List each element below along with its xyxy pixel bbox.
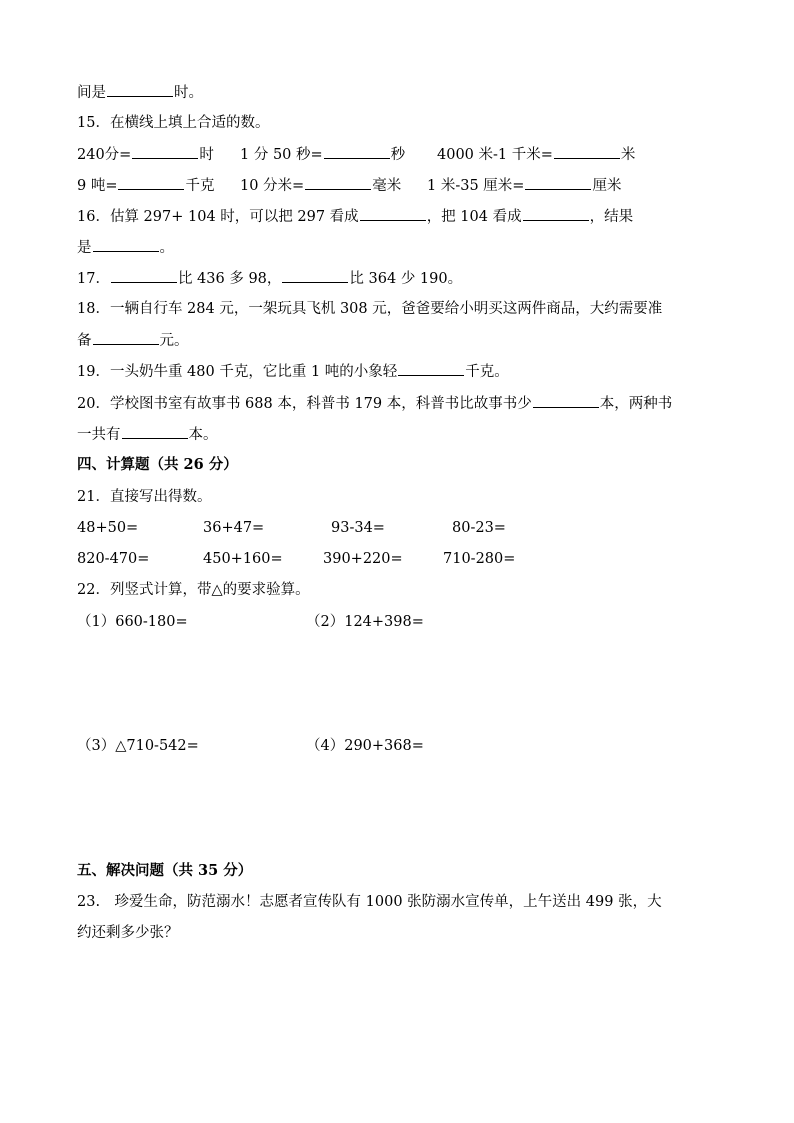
q22-title: 22．列竖式计算，带△的要求验算。	[77, 582, 310, 598]
q15-r2-item2-blank[interactable]	[305, 175, 371, 190]
q15-r2-item1-pre: 9 吨=	[77, 178, 118, 194]
q21-r2-c3: 390+220=	[323, 551, 403, 567]
q15-r2-item2-pre: 10 分米=	[240, 178, 305, 194]
q17-blank1[interactable]	[111, 268, 177, 283]
q15-r2-item2	[240, 175, 401, 196]
q14-tail-line	[77, 82, 203, 103]
q16-l1-c: ，结果	[589, 209, 634, 225]
q15-r2-item3-post: 厘米	[592, 178, 622, 194]
q21-r2-c2: 450+160=	[203, 551, 283, 567]
q15-r1-item1	[77, 144, 214, 165]
q15-r2-item3-blank[interactable]	[525, 175, 591, 190]
q16-l1-b: ，把 104 看成	[426, 209, 522, 225]
q15-r1-item1-pre: 240分=	[77, 147, 132, 163]
q16-l2-a: 是	[77, 240, 92, 256]
q22-item4: （4）290+368=	[306, 738, 424, 754]
q20-l2-b: 本。	[188, 427, 218, 443]
q16-l1-a: 16．估算 297+ 104 时，可以把 297 看成	[77, 209, 359, 225]
q22-item1: （1）660-180=	[77, 614, 188, 630]
q19-blank[interactable]	[398, 361, 464, 376]
q20-l2-a: 一共有	[77, 427, 121, 443]
q20-l1-b: 本，两种书	[599, 396, 673, 412]
q15-r1-item3-pre: 4000 米-1 千米=	[437, 147, 553, 163]
q21-r1-c2: 36+47=	[203, 520, 265, 536]
q17-line	[77, 268, 462, 289]
q15-r1-item2-pre: 1 分 50 秒=	[240, 147, 323, 163]
q18-l2-a: 备	[77, 333, 92, 349]
q14-answer-blank[interactable]	[107, 82, 173, 97]
q17-b: 比 436 多 98，	[177, 271, 282, 287]
section4-title: 四、计算题（共 26 分）	[77, 456, 238, 473]
q19-a: 19．一头奶牛重 480 千克，它比重 1 吨的小象轻	[77, 364, 398, 380]
q21-r1-c3: 93-34=	[331, 520, 385, 536]
q21-r2-c1: 820-470=	[77, 551, 150, 567]
q15-r1-item2-blank[interactable]	[324, 144, 390, 159]
q15-r1-item3-post: 米	[620, 147, 636, 163]
q18-l2-b: 元。	[159, 333, 189, 349]
q21-r1-c1: 48+50=	[77, 520, 139, 536]
q15-r1-item3-blank[interactable]	[554, 144, 620, 159]
q14-tail-prefix: 间是	[77, 85, 106, 101]
q15-r2-item1	[77, 175, 214, 196]
q15-r1-item3	[437, 144, 635, 165]
q18-line1: 18．一辆自行车 284 元，一架玩具飞机 308 元，爸爸要给小明买这两件商品，大约需要准	[77, 301, 663, 317]
section5-title: 五、解决问题（共 35 分）	[77, 862, 253, 879]
q16-blank2[interactable]	[523, 206, 589, 221]
q16-line2	[77, 237, 174, 258]
q18-line2	[77, 330, 189, 351]
q20-l1-a: 20．学校图书室有故事书 688 本，科普书 179 本，科普书比故事书少	[77, 396, 532, 412]
q20-line1	[77, 393, 672, 414]
q20-blank1[interactable]	[533, 393, 599, 408]
q16-line1	[77, 206, 633, 227]
q17-c: 比 364 少 190。	[349, 271, 463, 287]
q17-blank2[interactable]	[282, 268, 348, 283]
q15-r2-item2-post: 毫米	[372, 178, 402, 194]
q19-b: 千克。	[465, 364, 509, 380]
q21-title: 21．直接写出得数。	[77, 489, 212, 505]
q15-r1-item1-blank[interactable]	[132, 144, 198, 159]
q18-blank[interactable]	[93, 330, 159, 345]
q22-item3: （3）△710-542=	[77, 738, 199, 754]
q15-r2-item1-post: 千克	[185, 178, 215, 194]
q17-a: 17．	[77, 271, 110, 287]
q15-r2-item1-blank[interactable]	[118, 175, 184, 190]
q20-line2	[77, 424, 218, 445]
q15-r2-item3-pre: 1 米-35 厘米=	[427, 178, 525, 194]
q15-r1-item2-post: 秒	[390, 147, 406, 163]
q20-blank2[interactable]	[122, 424, 188, 439]
q22-item2: （2）124+398=	[306, 614, 424, 630]
q19-line	[77, 361, 509, 382]
q21-r2-c4: 710-280=	[443, 551, 516, 567]
q15-title: 15．在横线上填上合适的数。	[77, 115, 270, 131]
q21-r1-c4: 80-23=	[452, 520, 506, 536]
q14-tail-suffix: 时。	[174, 85, 203, 101]
q16-blank3[interactable]	[93, 237, 159, 252]
q16-l2-b: 。	[159, 240, 174, 256]
q15-r2-item3	[427, 175, 621, 196]
q15-r1-item1-post: 时	[199, 147, 214, 163]
q15-r1-item2	[240, 144, 405, 165]
q23-line1: 23. 珍爱生命，防范溺水！志愿者宣传队有 1000 张防溺水宣传单，上午送出 499 张，大	[77, 894, 662, 910]
q23-line2: 约还剩多少张？	[77, 925, 179, 941]
q16-blank1[interactable]	[360, 206, 426, 221]
